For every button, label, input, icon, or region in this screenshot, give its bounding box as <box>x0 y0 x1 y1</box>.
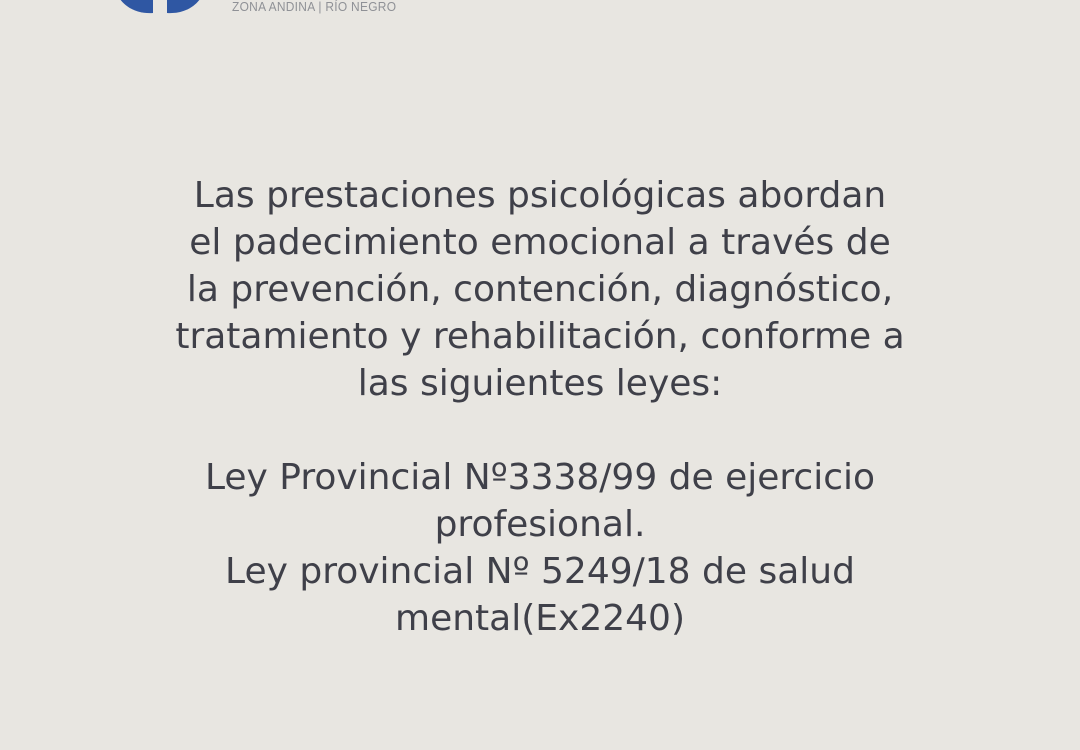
intro-line: las siguientes leyes: <box>357 363 723 404</box>
intro-line: el padecimiento emocional a través de <box>189 222 891 263</box>
intro-line: tratamiento y rehabilitación, conforme a <box>175 316 905 357</box>
intro-line: la prevención, contención, diagnóstico, <box>186 269 894 310</box>
intro-line: Las prestaciones psicológicas abordan <box>193 175 887 216</box>
law-line: mental(Ex2240) <box>395 598 685 639</box>
laws-paragraph <box>80 454 1000 642</box>
intro-paragraph <box>80 172 1000 407</box>
law-line: Ley provincial Nº 5249/18 de salud <box>225 551 855 592</box>
law-line: profesional. <box>434 504 646 545</box>
logo-subtitle: ZONA ANDINA | RÍO NEGRO <box>232 0 397 14</box>
main-content <box>80 172 1000 642</box>
logo-icon <box>110 0 210 20</box>
law-line: Ley Provincial Nº3338/99 de ejercicio <box>204 457 876 498</box>
